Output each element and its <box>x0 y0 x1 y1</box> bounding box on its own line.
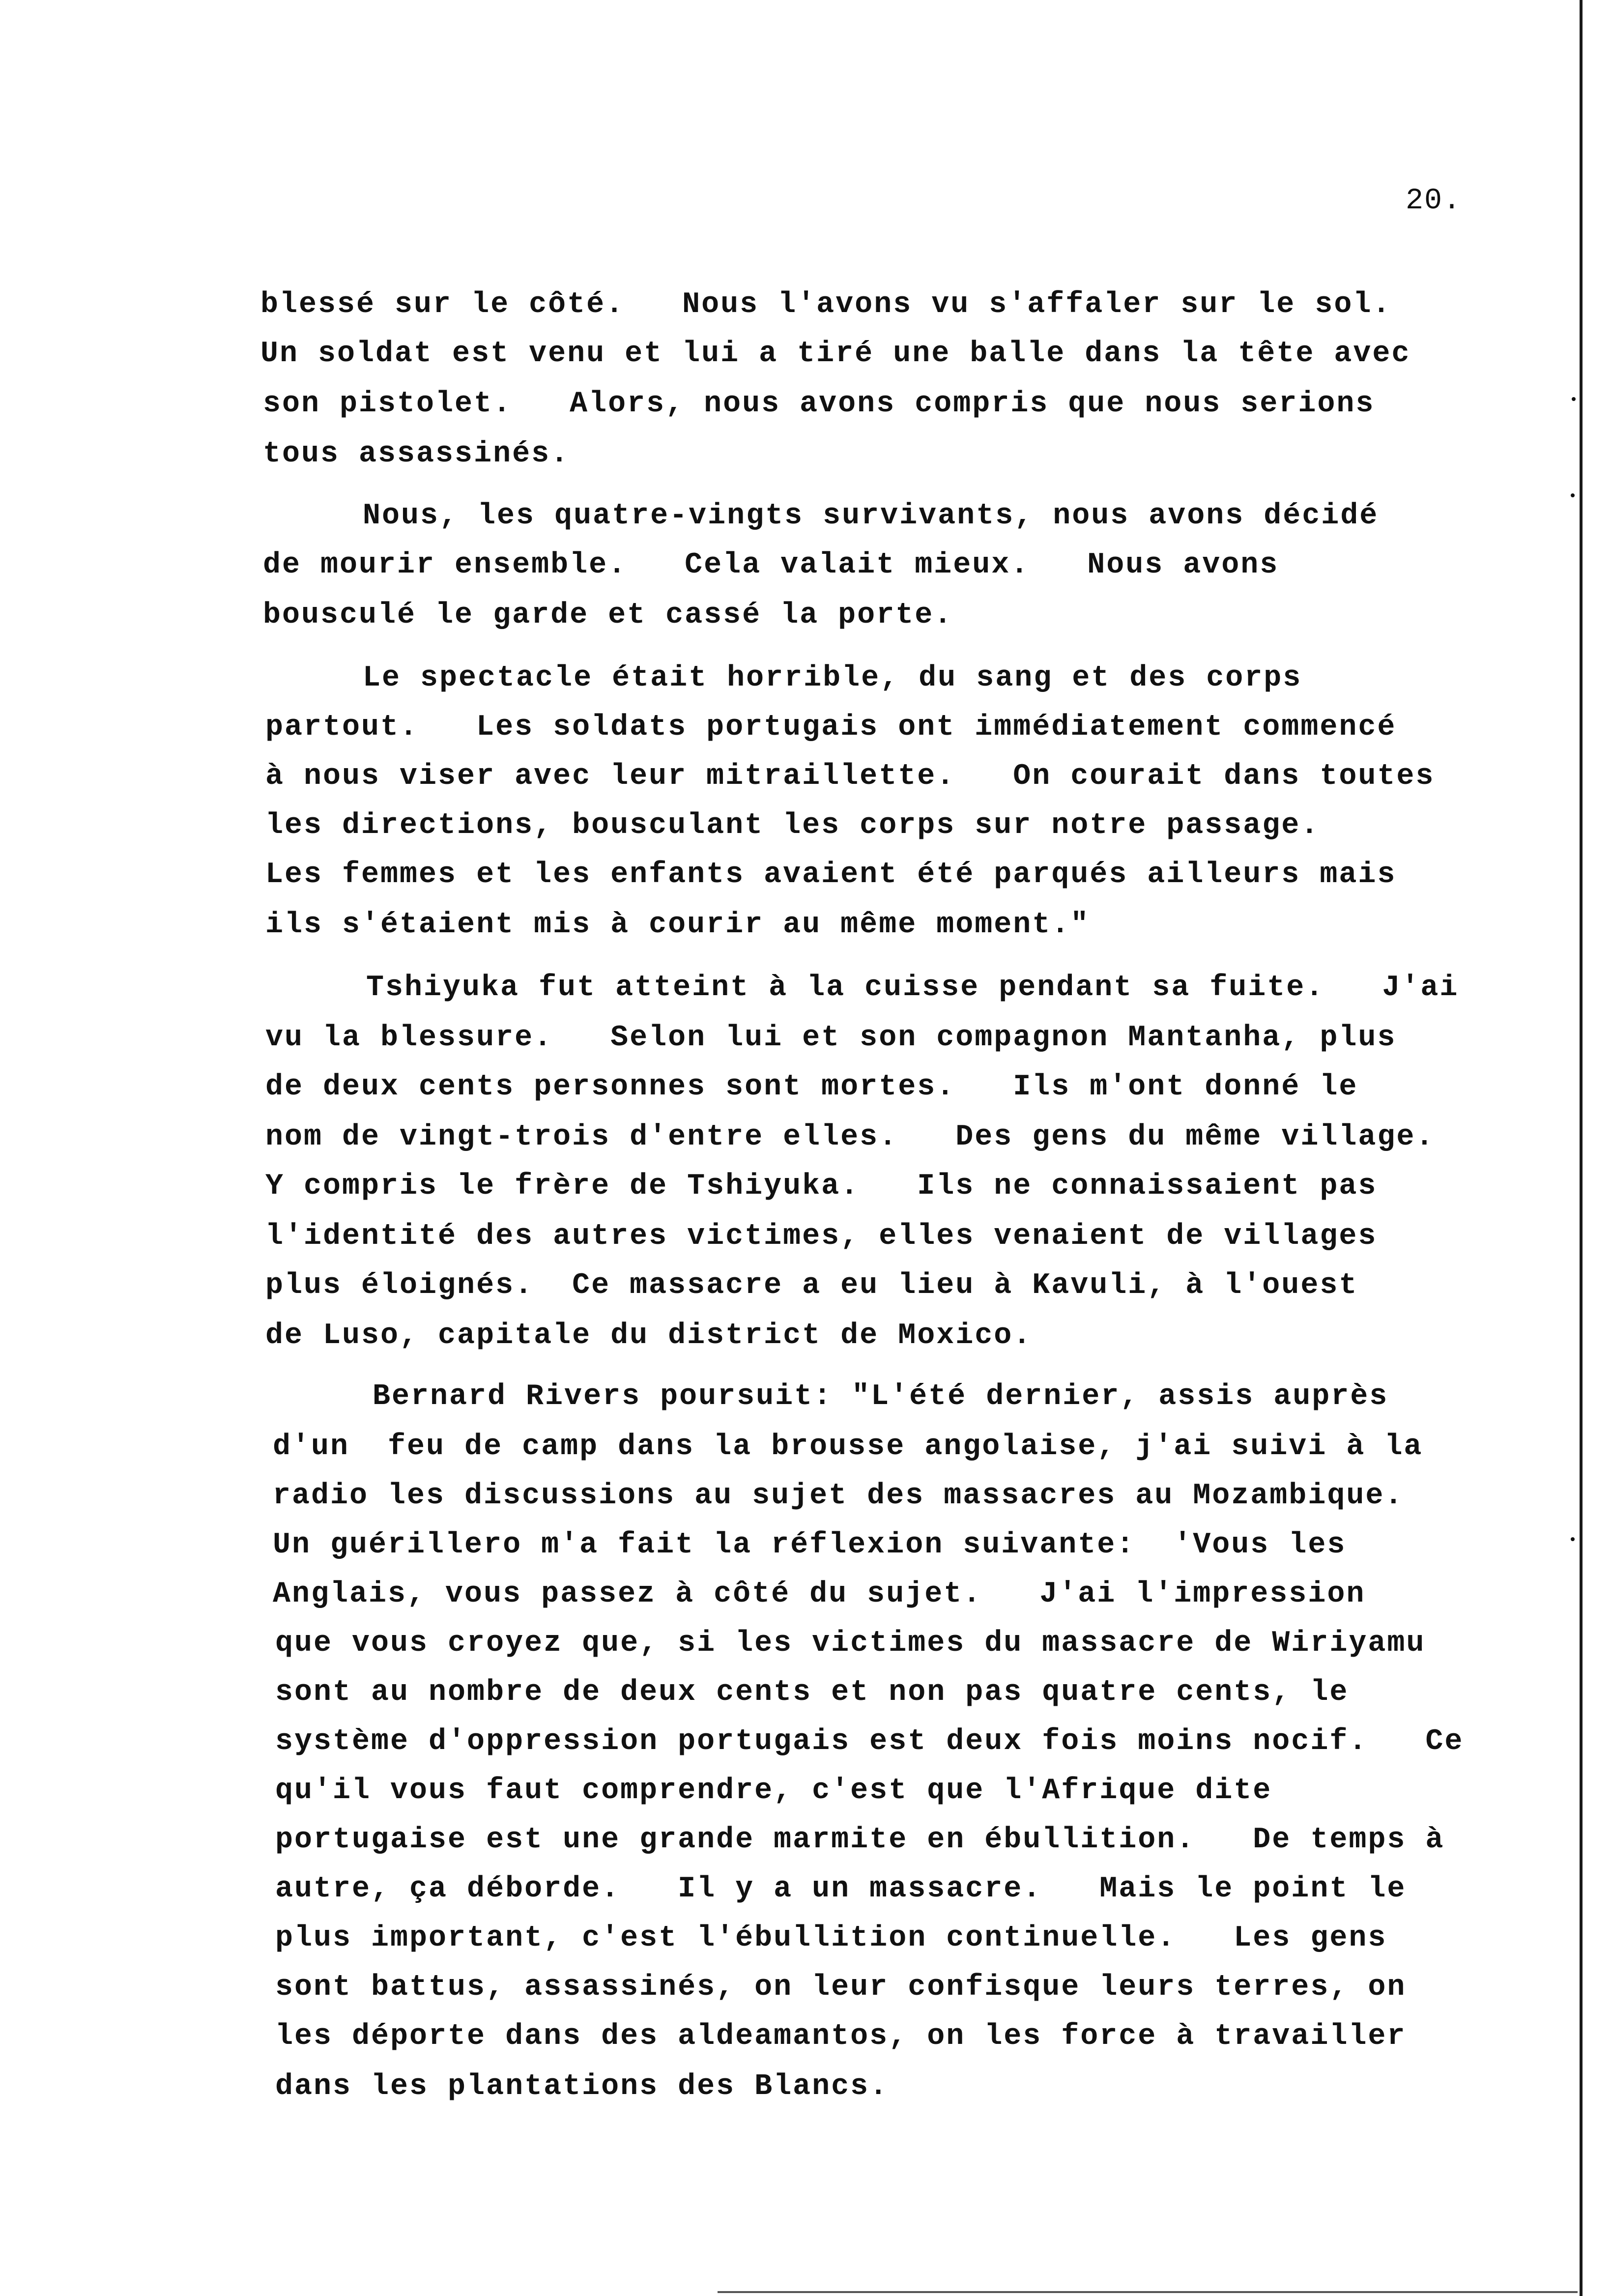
page-number: 20. <box>1406 184 1462 218</box>
text-line: radio les discussions au sujet des massacres au Mozambique. <box>273 1479 1404 1513</box>
text-line: bousculé le garde et cassé la porte. <box>263 599 953 632</box>
text-line: qu'il vous faut comprendre, c'est que l'Afrique dite <box>275 1774 1272 1808</box>
text-line: l'identité des autres victimes, elles venaient de villages <box>265 1220 1378 1253</box>
text-line: système d'oppression portugais est deux fois moins nocif. Ce <box>275 1725 1464 1758</box>
text-line: de mourir ensemble. Cela valait mieux. Nous avons <box>263 548 1279 582</box>
text-line: à nous viser avec leur mitraillette. On courait dans toutes <box>265 760 1435 793</box>
page-edge-line <box>1580 0 1583 2296</box>
text-line: Tshiyuka fut atteint à la cuisse pendant sa fuite. J'ai <box>366 971 1459 1004</box>
text-line: Les femmes et les enfants avaient été parqués ailleurs mais <box>265 858 1397 891</box>
text-line: d'un feu de camp dans la brousse angolaise, j'ai suivi à la <box>273 1430 1423 1464</box>
text-line: de deux cents personnes sont mortes. Ils m'ont donné le <box>265 1070 1358 1104</box>
text-line: plus éloignés. Ce massacre a eu lieu à Kavuli, à l'ouest <box>265 1269 1358 1302</box>
text-line: de Luso, capitale du district de Moxico. <box>265 1319 1033 1352</box>
page-bottom-edge <box>718 2291 1578 2293</box>
text-line: autre, ça déborde. Il y a un massacre. Mais le point le <box>275 1872 1407 1906</box>
scan-speck <box>1572 397 1576 401</box>
text-line: tous assassinés. <box>263 437 570 471</box>
text-line: Un soldat est venu et lui a tiré une balle dans la tête avec <box>260 337 1411 371</box>
scan-speck <box>1571 493 1575 497</box>
text-line: Nous, les quatre-vingts survivants, nous avons décidé <box>363 499 1379 533</box>
text-line: que vous croyez que, si les victimes du massacre de Wiriyamu <box>275 1627 1426 1660</box>
scan-speck <box>1571 1537 1575 1541</box>
text-line: sont battus, assassinés, on leur confisque leurs terres, on <box>275 1971 1407 2004</box>
text-line: son pistolet. Alors, nous avons compris que nous serions <box>263 387 1375 421</box>
text-line: Bernard Rivers poursuit: "L'été dernier, assis auprès <box>373 1380 1389 1413</box>
text-line: ils s'étaient mis à courir au même moment." <box>265 908 1090 942</box>
text-line: dans les plantations des Blancs. <box>275 2070 889 2103</box>
text-line: blessé sur le côté. Nous l'avons vu s'affaler sur le sol. <box>260 288 1392 321</box>
text-line: Le spectacle était horrible, du sang et des corps <box>363 661 1302 695</box>
text-line: Y compris le frère de Tshiyuka. Ils ne connaissaient pas <box>265 1170 1378 1203</box>
text-line: partout. Les soldats portugais ont immédiatement commencé <box>265 711 1397 744</box>
text-line: Anglais, vous passez à côté du sujet. J'ai l'impression <box>273 1578 1366 1611</box>
text-line: sont au nombre de deux cents et non pas quatre cents, le <box>275 1676 1349 1709</box>
text-line: nom de vingt-trois d'entre elles. Des gens du même village. <box>265 1120 1435 1154</box>
text-line: plus important, c'est l'ébullition continuelle. Les gens <box>275 1922 1387 1955</box>
text-line: vu la blessure. Selon lui et son compagnon Mantanha, plus <box>265 1021 1397 1055</box>
text-line: les déporte dans des aldeamantos, on les force à travailler <box>275 2020 1407 2053</box>
text-line: Un guérillero m'a fait la réflexion suivante: 'Vous les <box>273 1528 1347 1562</box>
text-line: portugaise est une grande marmite en ébullition. De temps à <box>275 1823 1445 1857</box>
text-line: les directions, bousculant les corps sur notre passage. <box>265 809 1320 842</box>
